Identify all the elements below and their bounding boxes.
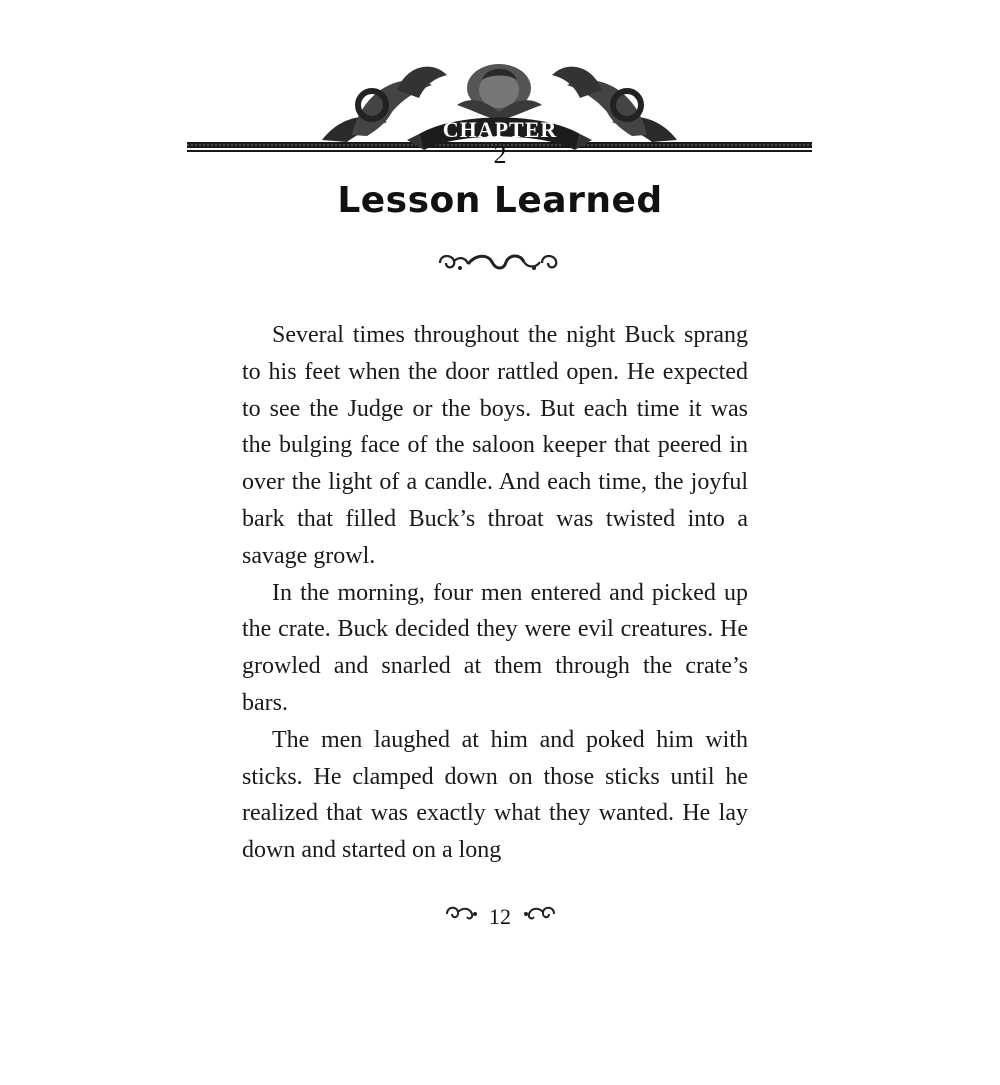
page-number: 12 [489, 903, 511, 929]
flourish-divider-icon [436, 248, 560, 283]
paragraph: In the morning, four men entered and picked up the crate. Buck decided they were evil creatures. He growled and snarled at them through the crate’s bars. [242, 579, 748, 716]
paragraph: Several times throughout the night Buck sprang to his feet when the door rattled open. He expected to see the Judge or the boys. But each time it was the bulging face of the saloon keeper that peered in over the light of a candle. And each time, the joyful bark that filled Buck’s throat was twisted into a savage growl. [242, 322, 748, 569]
body-text [242, 317, 748, 869]
chapter-title: Lesson Learned [337, 180, 663, 221]
chapter-number: 2 [493, 140, 507, 169]
chapter-label: CHAPTER [442, 117, 558, 142]
right-flourish-icon [523, 903, 557, 931]
left-flourish-icon [444, 903, 478, 931]
paragraph: The men laughed at him and poked him with sticks. He clamped down on those sticks until he realized that was exactly what they wanted. He lay down and started on a long [242, 726, 748, 864]
page-footer [0, 902, 1000, 931]
